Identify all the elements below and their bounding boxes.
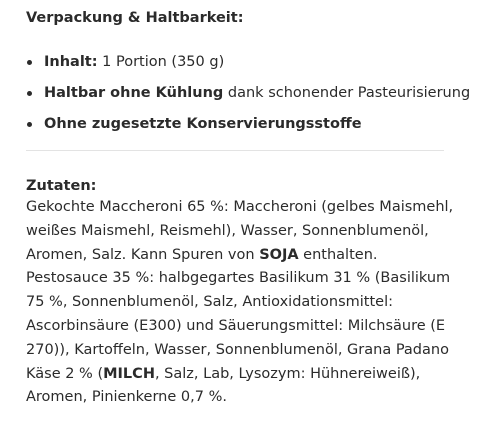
ingredients-line-text: Gekochte Maccheroni 65 %: Maccheroni (gelbes Maismehl, [26, 199, 454, 215]
ingredients-line [26, 196, 476, 220]
ingredients-line-text: Aromen, Salz. Kann Spuren von [26, 246, 260, 263]
ingredients-line-text: weißes Maismehl, Reismehl), Wasser, Sonnenblumenöl, [26, 222, 429, 239]
ingredients-line [26, 339, 476, 363]
ingredients-line [26, 315, 476, 339]
section-divider [26, 150, 444, 151]
list-item-text: dank schonender Pasteurisierung [223, 85, 471, 101]
list-item-bold: Haltbar ohne Kühlung [44, 85, 224, 101]
ingredients-line [26, 244, 476, 268]
ingredients-line-text: Käse 2 % ( [26, 365, 104, 382]
ingredients-line [26, 220, 476, 244]
ingredients-line-text: Ascorbinsäure (E300) und Säuerungsmittel: Milchsäure (E [26, 317, 446, 334]
ingredients-line [26, 386, 476, 410]
list-item [26, 83, 493, 103]
allergen-text: SOJA [259, 246, 299, 263]
list-item [26, 52, 493, 72]
ingredients-line-text: 75 %, Sonnenblumenöl, Salz, Antioxidationsmittel: [26, 294, 393, 311]
ingredients-line [26, 291, 476, 315]
ingredients-heading: Zutaten: [26, 178, 97, 194]
ingredients-text [26, 196, 476, 410]
list-item-bold: Ohne zugesetzte Konservierungsstoffe [44, 116, 362, 132]
ingredients-line-text: 270)), Kartoffeln, Wasser, Sonnenblumenöl, Grana Padano [26, 341, 449, 358]
ingredients-line [26, 363, 476, 387]
packaging-heading: Verpackung & Haltbarkeit: [26, 10, 244, 26]
ingredients-line-text: , Salz, Lab, Lysozym: Hühnereiweiß), [154, 365, 421, 382]
ingredients-line-text: enthalten. [298, 246, 378, 263]
ingredients-line-text: Pestosauce 35 %: halbgegartes Basilikum 31 % (Basilikum [26, 270, 451, 287]
allergen-text: MILCH [103, 365, 155, 382]
list-item [26, 114, 493, 134]
list-item-bold: Inhalt: [44, 54, 98, 70]
ingredients-line [26, 267, 476, 291]
list-item-text: 1 Portion (350 g) [97, 54, 225, 70]
packaging-list [26, 52, 493, 134]
ingredients-line-text: Aromen, Pinienkerne 0,7 %. [26, 389, 227, 406]
